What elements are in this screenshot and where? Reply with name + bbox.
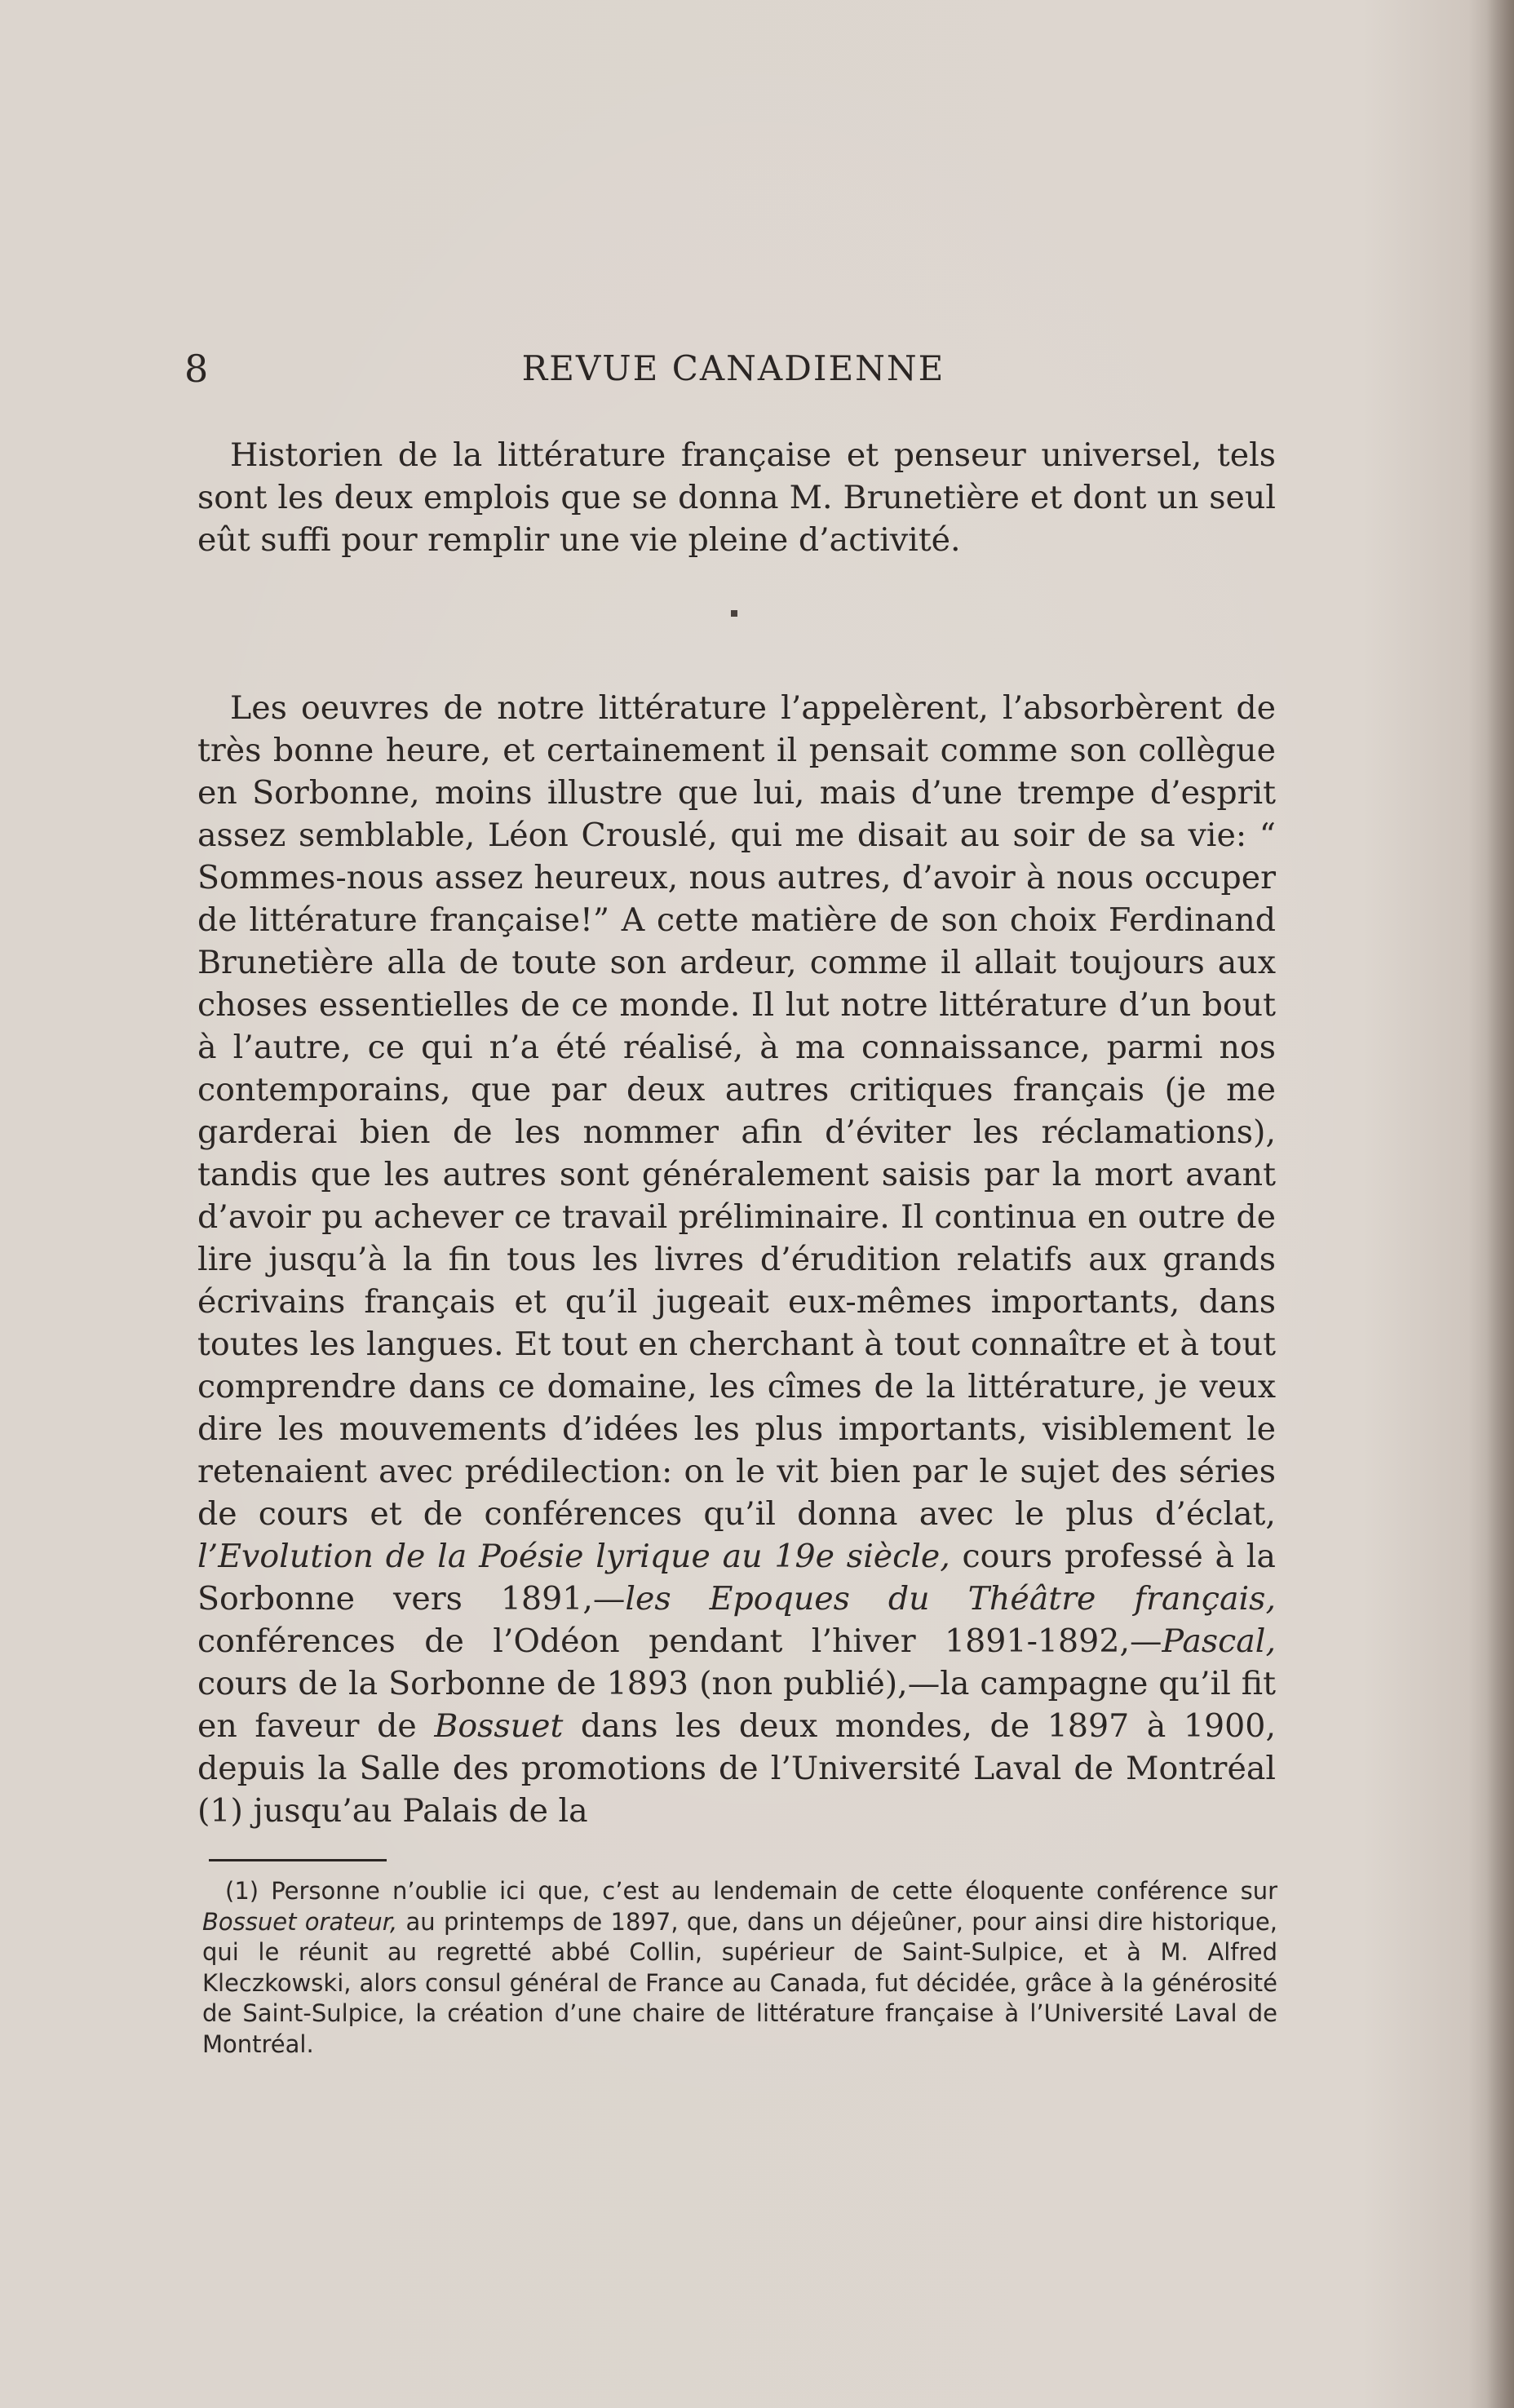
main-text-part-2: cours professé à la Sorbonne vers 1891,— xyxy=(197,1538,1276,1618)
page-header xyxy=(184,346,1282,392)
title-evolution-poesie: l’Evolution de la Poésie lyrique au 19e siècle, xyxy=(197,1538,950,1575)
page-edge-shadow xyxy=(1486,0,1514,2408)
page-number: 8 xyxy=(184,347,209,391)
title-epoques-theatre: les Epoques du Théâtre français, xyxy=(625,1580,1276,1618)
title-bossuet: Bossuet xyxy=(434,1707,564,1745)
footnote-block xyxy=(202,1876,1277,2060)
footnote-1 xyxy=(202,1876,1277,2060)
main-text-part-1: Les oeuvres de notre littérature l’appelèrent, l’absorbèrent de très bonne heure, et certainement il pensait comme son collègue en Sorbonne, moins illustre que lui, mais d’une trempe d’esprit assez semblable, Léon Crouslé, qui me disait au soir de sa vie: “ Sommes-nous assez heureux, nous autres, d’avoir à nous occuper de littérature française!” A cette matière de son choix Ferdinand Brunetière alla de toute son ardeur, comme il allait toujours aux choses essentielles de ce monde. Il lut notre littérature d’un bout à l’autre, ce qui n’a été réalisé, à ma connaissance, parmi nos contemporains, que par deux autres critiques français (je me garderai bien de les nommer afin d’éviter les réclamations), tandis que les autres sont généralement saisis par la mort avant d’avoir pu achever ce travail préliminaire. Il continua en outre de lire jusqu’à la fin tous les livres d’érudition relatifs aux grands écrivains français et qu’il jugeait eux-mêmes importants, dans toutes les langues. Et tout en cherchant à tout connaître et à tout comprendre dans ce domaine, les cîmes de la littérature, je veux dire les mouvements d’idées les plus importants, visiblement le retenaient avec prédilection: on le vit bien par le sujet des séries de cours et de conférences qu’il donna avec le plus d’éclat, xyxy=(197,689,1276,1533)
footnote-text-part-1: (1) Personne n’oublie ici que, c’est au lendemain de cette éloquente conférence sur xyxy=(225,1877,1277,1905)
footnote-title-bossuet-orateur: Bossuet orateur, xyxy=(202,1907,398,1936)
main-paragraph xyxy=(197,687,1276,1832)
title-pascal: Pascal, xyxy=(1162,1622,1276,1660)
footnote-divider xyxy=(209,1859,387,1861)
main-paragraph-block xyxy=(197,687,1276,1832)
main-text-part-5: dans les deux mondes, de 1897 à 1900, depuis la Salle des promotions de l’Université Laval de Montréal (1) jusqu’au Palais de la xyxy=(197,1707,1276,1830)
section-separator-mark xyxy=(731,610,737,617)
intro-paragraph-block xyxy=(197,434,1276,561)
intro-paragraph: Historien de la littérature française et penseur universel, tels sont les deux emplois que se donna M. Brunetière et dont un seul eût suffi pour remplir une vie pleine d’activité. xyxy=(197,436,1276,559)
running-head: REVUE CANADIENNE xyxy=(521,348,945,388)
main-text-part-3: conférences de l’Odéon pendant l’hiver 1891-1892,— xyxy=(197,1622,1162,1660)
main-text-part-4: cours de la Sorbonne de 1893 (non publié),—la campagne qu’il fit en faveur de xyxy=(197,1665,1276,1745)
footnote-text-part-2: au printemps de 1897, que, dans un déjeûner, pour ainsi dire historique, qui le réunit au regretté abbé Collin, supérieur de Saint-Sulpice, et à M. Alfred Kleczkowski, alors consul général de France au Canada, fut décidée, grâce à la générosité de Saint-Sulpice, la création d’une chaire de littérature française à l’Université Laval de Montréal. xyxy=(202,1907,1277,2058)
